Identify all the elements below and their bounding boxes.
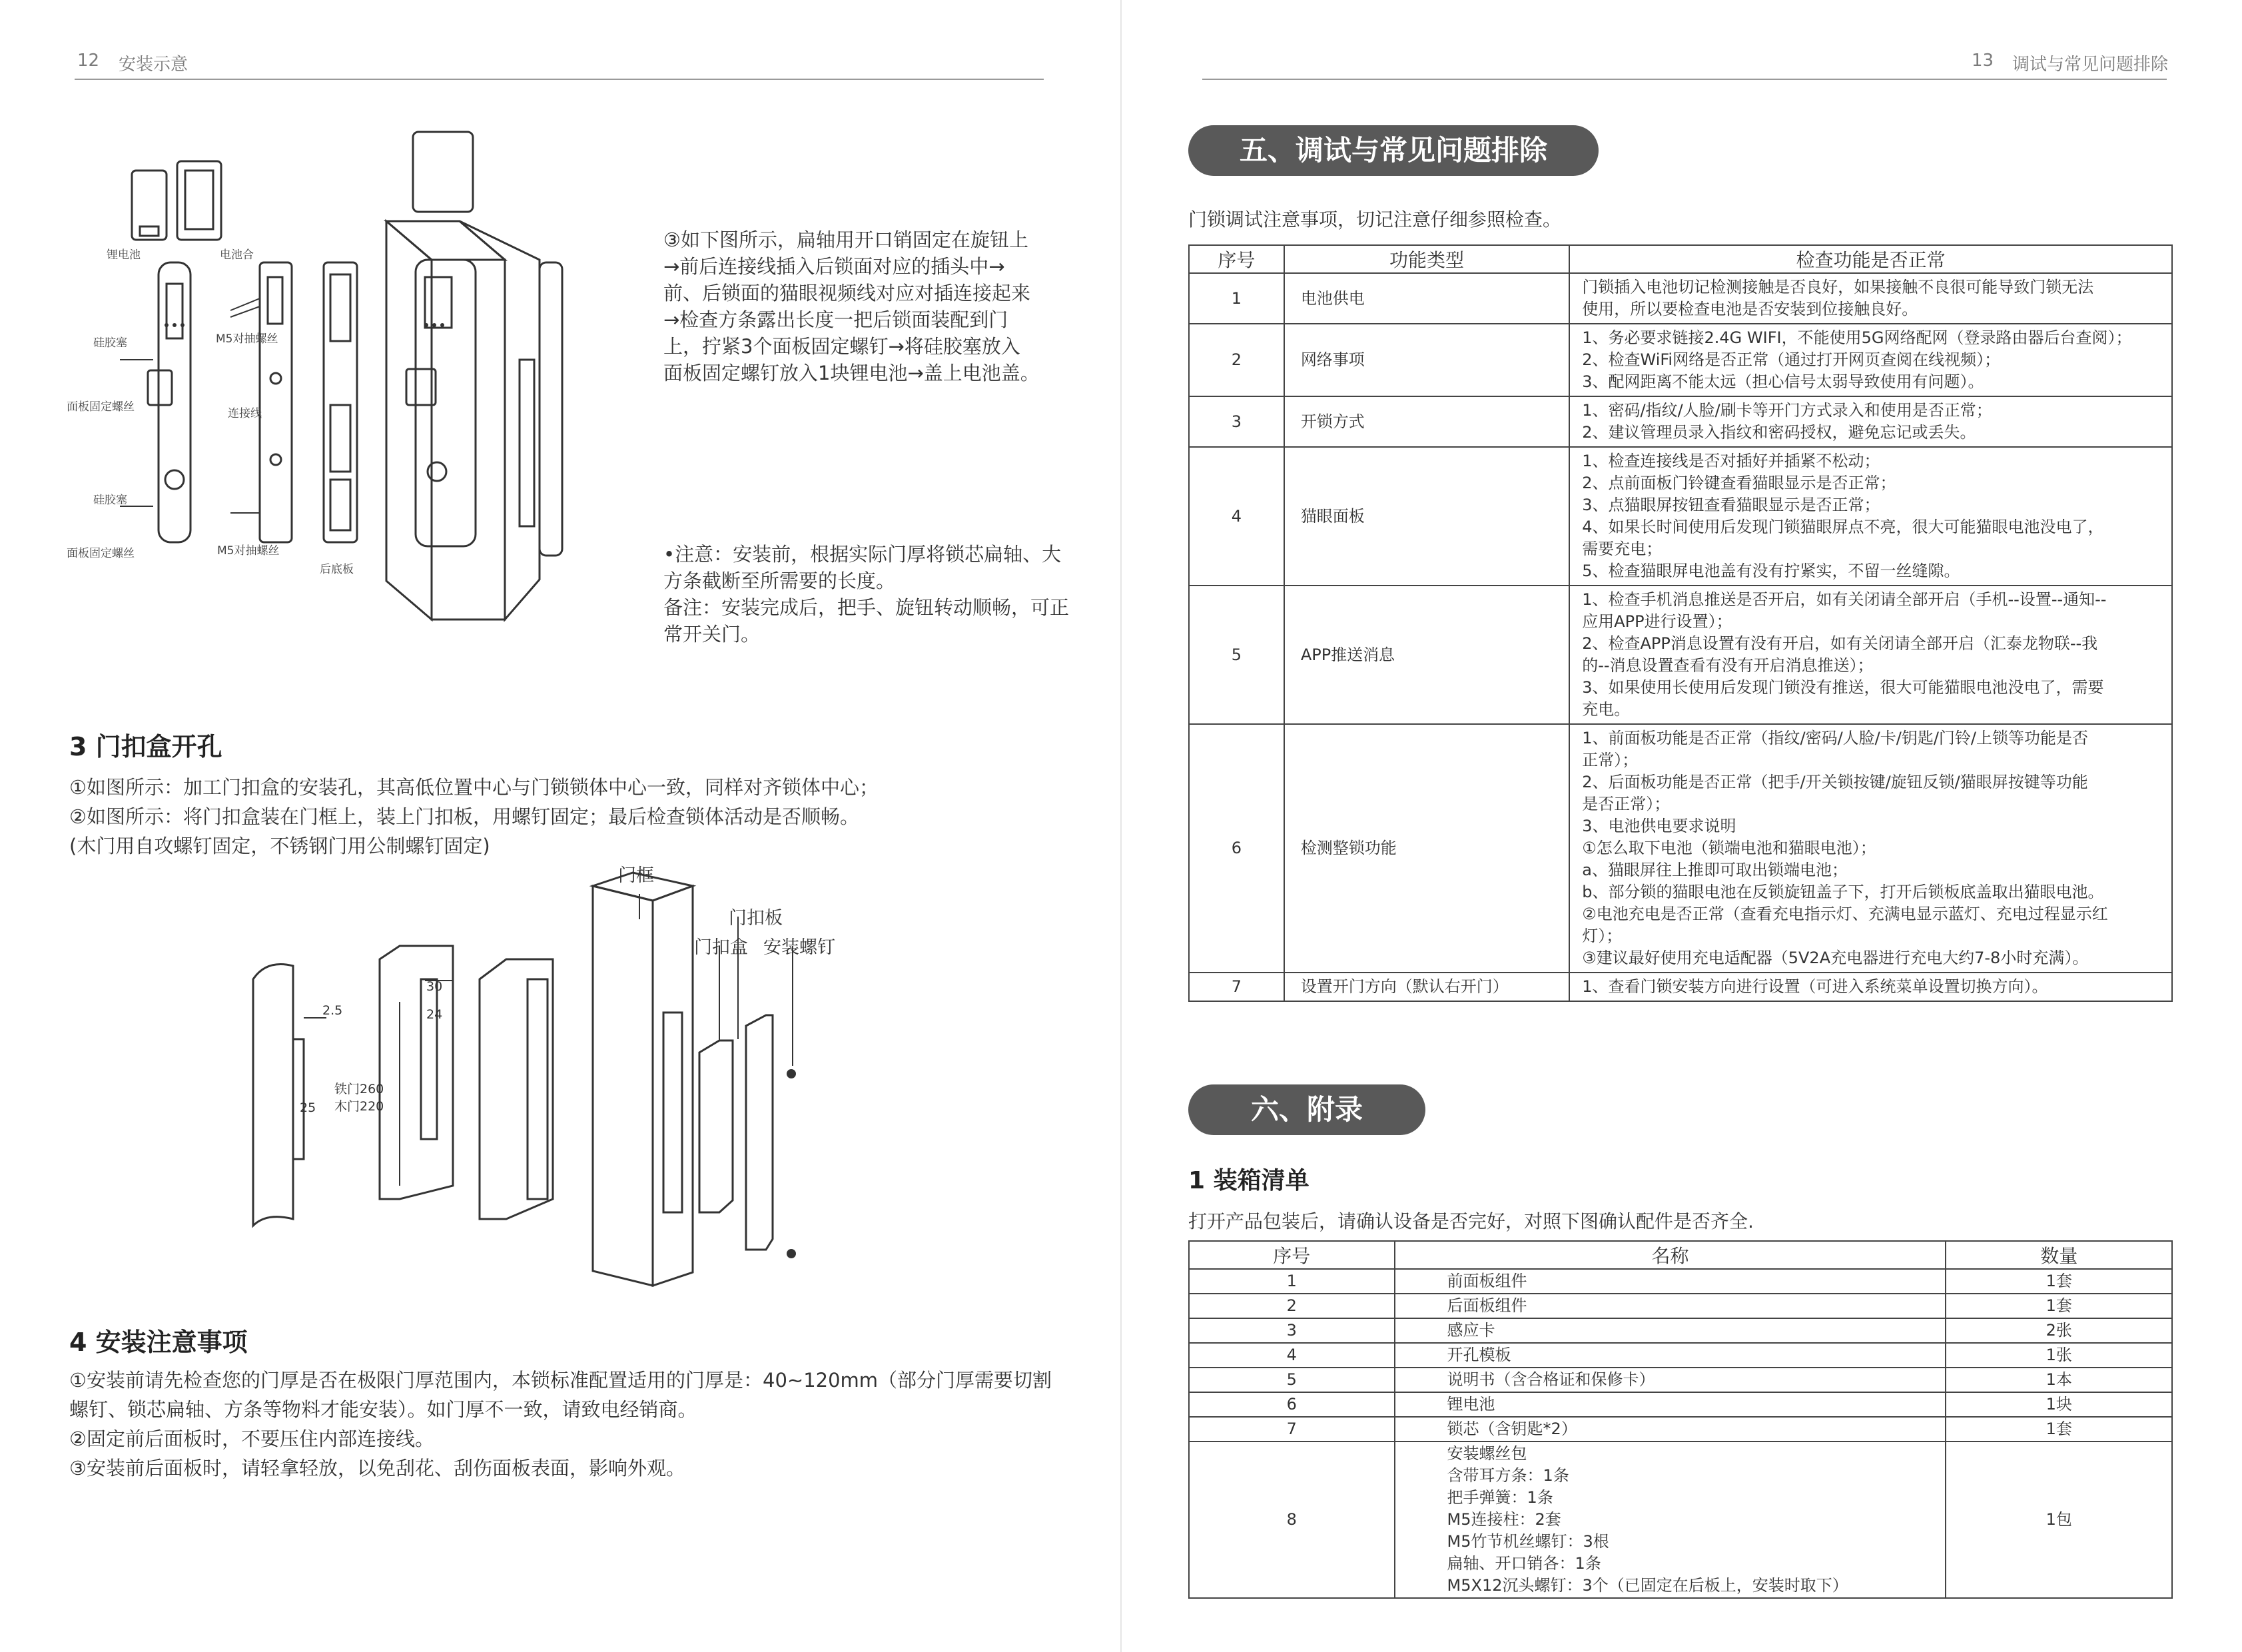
label-lithium-battery: 锂电池 bbox=[107, 248, 141, 262]
table-row bbox=[1189, 1343, 2172, 1368]
section5-intro: 门锁调试注意事项，切记注意仔细参照检查。 bbox=[1188, 208, 1562, 230]
function-type: 猫眼面板 bbox=[1284, 447, 1569, 586]
item-name: 感应卡 bbox=[1395, 1318, 1946, 1343]
row-number: 6 bbox=[1189, 1392, 1395, 1417]
row-number: 1 bbox=[1189, 273, 1284, 324]
label-panel-screw: 面板固定螺丝 bbox=[67, 400, 135, 414]
label-silicone-plug-2: 硅胶塞 bbox=[93, 494, 127, 507]
check-description: 1、务必要求链接2.4G WIFI，不能使用5G网络配网（登录路由器后台查阅）； 2、检查WiFi网络是否正常（通过打开网页查阅在线视频）； 3、配网距离不能太远（担心信号太弱导致使用有问题）。 bbox=[1569, 324, 2172, 396]
row-number: 3 bbox=[1189, 1318, 1395, 1343]
row-number: 7 bbox=[1189, 973, 1284, 1001]
debug-table bbox=[1188, 244, 2173, 1002]
table-row bbox=[1189, 724, 2172, 973]
label-iron-door: 铁门260 bbox=[334, 1082, 384, 1096]
table-row bbox=[1189, 1417, 2172, 1442]
label-back-plate: 后底板 bbox=[320, 563, 354, 576]
item-name: 后面板组件 bbox=[1395, 1294, 1946, 1318]
item-quantity: 2张 bbox=[1946, 1318, 2172, 1343]
label-panel-screw-2: 面板固定螺丝 bbox=[67, 547, 135, 560]
item-name: 安装螺丝包 含带耳方条：1条 把手弹簧：1条 M5连接柱：2套 M5竹节机丝螺钉：3根 扁轴、开口销各：1条 M5X12沉头螺钉：3个（已固定在后板上，安装时取下） bbox=[1395, 1442, 1946, 1598]
function-type: 电池供电 bbox=[1284, 273, 1569, 324]
col-header: 序号 bbox=[1189, 245, 1284, 273]
header-rule bbox=[1202, 79, 2167, 80]
label-battery-box: 电池合 bbox=[220, 248, 254, 262]
table-row bbox=[1189, 1442, 2172, 1598]
row-number: 2 bbox=[1189, 324, 1284, 396]
function-type: APP推送消息 bbox=[1284, 586, 1569, 724]
packing-list-intro: 打开产品包装后，请确认设备是否完好，对照下图确认配件是否齐全. bbox=[1188, 1210, 1754, 1232]
row-number: 3 bbox=[1189, 396, 1284, 447]
table-row bbox=[1189, 586, 2172, 724]
label-wood-door: 木门220 bbox=[334, 1099, 384, 1114]
table-row bbox=[1189, 1269, 2172, 1294]
table-header-row bbox=[1189, 1241, 2172, 1269]
table-row bbox=[1189, 1294, 2172, 1318]
table-row bbox=[1189, 973, 2172, 1001]
check-description: 1、检查连接线是否对插好并插紧不松动； 2、点前面板门铃键查看猫眼显示是否正常； 3、点猫眼屏按钮查看猫眼显示是否正常； 4、如果长时间使用后发现门锁猫眼屏点不亮，很大可能猫眼电池没电了， 需要充电； 5、检查猫眼屏电池盖有没有拧紧实，不留一丝缝隙。 bbox=[1569, 447, 2172, 586]
check-description: 1、前面板功能是否正常（指纹/密码/人脸/卡/钥匙/门铃/上锁等功能是否 正常）； 2、后面板功能是否正常（把手/开关锁按键/旋钮反锁/猫眼屏按键等功能 是否正常）； 3、电池供电要求说明 ①怎么取下电池（锁端电池和猫眼电池）； a、猫眼屏往上推即可取出锁端电池； b、部分锁的猫眼电池在反锁旋钮盖子下，打开后锁板底盖取出猫眼电池。 ②电池充电是否正常（查看充电指示灯、充满电显示蓝灯、充电过程显示红 灯）； ③建议最好使用充电适配器（5V2A充电器进行充电大约7-8小时充满）。 bbox=[1569, 724, 2172, 973]
step3-text: ③如下图所示，扁轴用开口销固定在旋钮上 →前后连接线插入后锁面对应的插头中→ 前、后锁面的猫眼视频线对应对插连接起来 →检查方条露出长度一把后锁面装配到门 上，拧紧3个面板固定螺钉→将硅胶塞放入 面板固定螺钉放入1块锂电池→盖上电池盖。 bbox=[663, 228, 1040, 384]
label-connecting-wire: 连接线 bbox=[228, 407, 262, 420]
header-rule bbox=[75, 79, 1044, 80]
label-m5-screw: M5对抽螺丝 bbox=[216, 332, 278, 346]
function-type: 设置开门方向（默认右开门） bbox=[1284, 973, 1569, 1001]
page-number: 13 bbox=[1972, 51, 1994, 71]
col-header: 检查功能是否正常 bbox=[1569, 245, 2172, 273]
item-name: 说明书（含合格证和保修卡） bbox=[1395, 1368, 1946, 1392]
label-door-frame: 门框 bbox=[618, 865, 654, 886]
section4-body: ①安装前请先检查您的门厚是否在极限门厚范围内，本锁标准配置适用的门厚是：40~120mm（部分门厚需要切割 螺钉、锁芯扁轴、方条等物料才能安装）。如门厚不一致，请致电经销商。 ②固定前后面板时，不要压住内部连接线。 ③安装前后面板时，请轻拿轻放，以免刮花、刮伤面板表面，影响外观。 bbox=[69, 1369, 1052, 1479]
item-quantity: 1套 bbox=[1946, 1269, 2172, 1294]
item-name: 前面板组件 bbox=[1395, 1269, 1946, 1294]
row-number: 1 bbox=[1189, 1269, 1395, 1294]
function-type: 网络事项 bbox=[1284, 324, 1569, 396]
check-description: 1、密码/指纹/人脸/刷卡等开门方式录入和使用是否正常； 2、建议管理员录入指纹和密码授权，避免忘记或丢失。 bbox=[1569, 396, 2172, 447]
row-number: 8 bbox=[1189, 1442, 1395, 1598]
check-description: 1、查看门锁安装方向进行设置（可进入系统菜单设置切换方向）。 bbox=[1569, 973, 2172, 1001]
col-header: 序号 bbox=[1189, 1241, 1395, 1269]
row-number: 4 bbox=[1189, 447, 1284, 586]
right-page bbox=[1121, 0, 2242, 1652]
section3-title: 3 门扣盒开孔 bbox=[69, 732, 222, 761]
item-name: 锂电池 bbox=[1395, 1392, 1946, 1417]
lock-install-diagram bbox=[60, 120, 659, 626]
row-number: 2 bbox=[1189, 1294, 1395, 1318]
row-number: 4 bbox=[1189, 1343, 1395, 1368]
label-install-screw: 安装螺钉 bbox=[763, 937, 835, 958]
item-quantity: 1套 bbox=[1946, 1417, 2172, 1442]
col-header: 数量 bbox=[1946, 1241, 2172, 1269]
section6-title: 六、附录 bbox=[1188, 1084, 1425, 1135]
row-number: 5 bbox=[1189, 586, 1284, 724]
col-header: 功能类型 bbox=[1284, 245, 1569, 273]
row-number: 5 bbox=[1189, 1368, 1395, 1392]
dim-25: 25 bbox=[300, 1100, 316, 1115]
table-row bbox=[1189, 447, 2172, 586]
check-description: 门锁插入电池切记检测接触是否良好，如果接触不良很可能导致门锁无法 使用，所以要检查电池是否安装到位接触良好。 bbox=[1569, 273, 2172, 324]
header-title: 安装示意 bbox=[119, 55, 188, 75]
page-number: 12 bbox=[77, 51, 100, 71]
header-title: 调试与常见问题排除 bbox=[2012, 55, 2169, 75]
packing-table bbox=[1188, 1240, 2173, 1599]
table-row bbox=[1189, 1392, 2172, 1417]
dim-30: 30 bbox=[426, 979, 443, 994]
function-type: 检测整锁功能 bbox=[1284, 724, 1569, 973]
label-strike-box: 门扣盒 bbox=[694, 937, 748, 958]
strike-box-diagram bbox=[240, 866, 839, 1292]
row-number: 7 bbox=[1189, 1417, 1395, 1442]
table-row bbox=[1189, 1318, 2172, 1343]
item-name: 锁芯（含钥匙*2） bbox=[1395, 1417, 1946, 1442]
section3-body: ①如图所示：加工门扣盒的安装孔，其高低位置中心与门锁锁体中心一致，同样对齐锁体中心； ②如图所示：将门扣盒装在门框上，装上门扣板，用螺钉固定；最后检查锁体活动是否顺畅。 (木门用自攻螺钉固定，不锈钢门用公制螺钉固定) bbox=[69, 776, 879, 857]
note-text: •注意：安装前，根据实际门厚将锁芯扁轴、大 方条截断至所需要的长度。 备注：安装完成后，把手、旋钮转动顺畅，可正 常开关门。 bbox=[663, 543, 1070, 645]
item-quantity: 1本 bbox=[1946, 1368, 2172, 1392]
table-row bbox=[1189, 273, 2172, 324]
table-header-row bbox=[1189, 245, 2172, 273]
row-number: 6 bbox=[1189, 724, 1284, 973]
table-row bbox=[1189, 324, 2172, 396]
packing-list-title: 1 装箱清单 bbox=[1188, 1167, 1309, 1194]
dim-2-5: 2.5 bbox=[322, 1003, 343, 1018]
col-header: 名称 bbox=[1395, 1241, 1946, 1269]
item-quantity: 1张 bbox=[1946, 1343, 2172, 1368]
label-silicone-plug: 硅胶塞 bbox=[93, 336, 127, 350]
section5-title: 五、调试与常见问题排除 bbox=[1188, 125, 1599, 176]
label-strike-plate: 门扣板 bbox=[729, 908, 783, 929]
item-name: 开孔模板 bbox=[1395, 1343, 1946, 1368]
item-quantity: 1套 bbox=[1946, 1294, 2172, 1318]
item-quantity: 1包 bbox=[1946, 1442, 2172, 1598]
function-type: 开锁方式 bbox=[1284, 396, 1569, 447]
check-description: 1、检查手机消息推送是否开启，如有关闭请全部开启（手机--设置--通知-- 应用APP进行设置）； 2、检查APP消息设置有没有开启，如有关闭请全部开启（汇泰龙物联--我 的--消息设置查看有没有开启消息推送）； 3、如果使用长使用后发现门锁没有推送，很大可能猫眼电池没电了，需要 充电。 bbox=[1569, 586, 2172, 724]
item-quantity: 1块 bbox=[1946, 1392, 2172, 1417]
table-row bbox=[1189, 396, 2172, 447]
section4-title: 4 安装注意事项 bbox=[69, 1328, 248, 1357]
label-m5-screw-2: M5对抽螺丝 bbox=[217, 544, 280, 558]
table-row bbox=[1189, 1368, 2172, 1392]
dim-24: 24 bbox=[426, 1007, 443, 1022]
